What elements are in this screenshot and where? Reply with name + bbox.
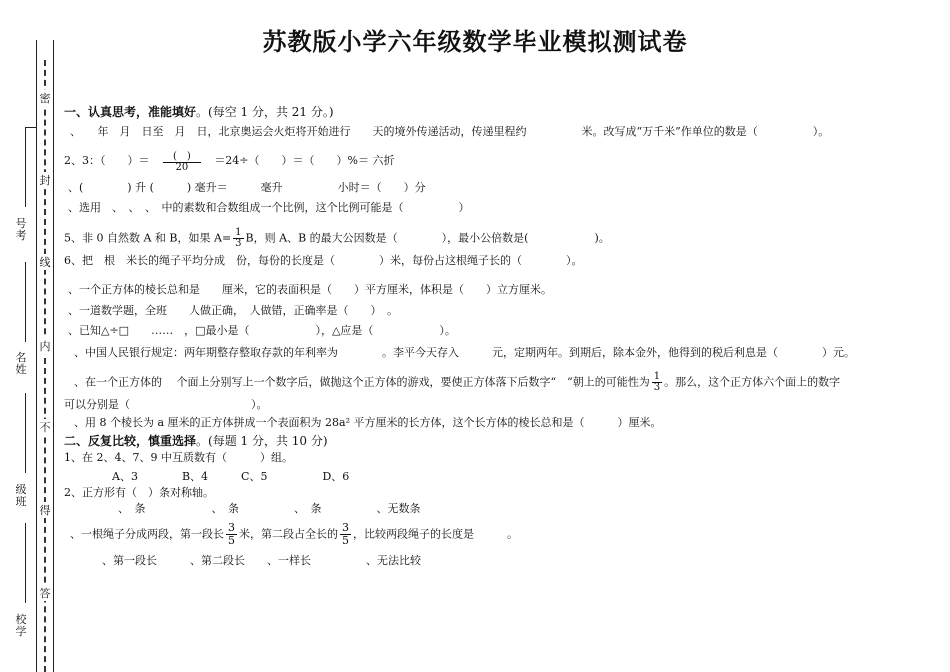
label-kaohao [14,218,28,242]
section-2-header [64,432,328,449]
question-11-continued: 可以分别是（ ）。 [64,398,268,411]
fraction-numerator: 3 [228,521,235,534]
seal-char: 得 [39,504,51,517]
question-6: 6、把 根 米长的绳子平均分成 份，每份的长度是（ ）米，每份占这根绳子长的（ ）。 [64,254,583,267]
question-10: 、中国人民银行规定：两年期整存整取存款的年利率为 。李平今天存入 元，定期两年。到期后，除本金外，他得到的税后利息是（ ）元。 [74,346,855,359]
fraction-denominator: 3 [653,382,661,393]
fraction [233,228,243,249]
label-xingming-text: 名 姓 [15,351,27,376]
fraction-numerator: 1 [235,227,242,238]
choice-question-1: 1、在 2、4、7、9 中互质数有（ ）组。 [64,451,293,464]
choice-question-2: 2、正方形有（ ）条对称轴。 [64,486,214,499]
fraction [652,372,662,393]
question-5 [64,228,610,249]
binding-line-outer [36,40,37,672]
label-xingming [14,352,28,376]
section-2-note: 。(每题 1 分，共 10 分) [196,434,328,448]
margin-field-line [25,523,26,603]
question-2 [64,152,394,173]
choice-question-3-text-a: 、一根绳子分成两段，第一段长 [70,527,224,541]
label-banji-text: 级 班 [15,483,27,508]
choice-question-3-options: 、第一段长 、第二段长 、一样长 、无法比较 [102,554,421,567]
binding-line-inner [53,40,54,672]
question-3: 、( ) 升 ( ) 毫升＝ 毫升 小时＝（ ）分 [68,181,426,194]
fraction-denominator: 5 [342,534,349,547]
question-11 [74,372,840,393]
section-2-heading: 二、反复比较，慎重选择 [64,434,197,448]
label-banji [14,484,28,508]
choice-question-2-options: 、 条 、 条 、 条 、无数条 [118,502,421,515]
seal-char: 密 [39,92,51,105]
seal-char: 答 [39,587,51,600]
question-11-text-b: 。那么，这个正方体六个面上的数字 [664,375,841,389]
section-1-header [64,103,334,120]
fraction [226,522,237,547]
choice-question-3 [70,522,518,547]
fraction-numerator: 1 [653,371,661,382]
section-1-note: 。(每空 1 分，共 21 分。) [196,105,334,119]
question-5-text-a: 5、非 0 自然数 A 和 B，如果 A= [64,231,232,245]
question-9: 、已知△÷□ …… ，□最小是（ ），△应是（ ）。 [68,324,456,337]
fraction [163,152,201,173]
choice-question-3-text-b: 米，第二段占全长的 [239,527,338,541]
label-xuexiao [14,614,28,638]
page-title: 苏教版小学六年级数学毕业模拟测试卷 [262,28,688,56]
question-2-text-b: ＝24÷（ ）＝（ ）%＝ 六折 [214,154,395,167]
fraction [340,522,351,547]
question-4: 、选用 、 、 、 中的素数和合数组成一个比例，这个比例可能是（ ） [68,201,470,214]
label-xuexiao-text: 校 学 [15,613,27,638]
seal-dashed-line [44,60,46,672]
seal-char: 不 [39,421,51,434]
question-12: 、用 8 个棱长为 a 厘米的正方体拼成一个表面积为 28a² 平方厘米的长方体，这个长方体的棱长总和是（ ）厘米。 [74,416,662,429]
seal-char: 封 [39,174,51,187]
margin-field-line [25,393,26,473]
question-1: 、 年 月 日至 月 日，北京奥运会火炬将开始进行 天的境外传递活动，传递里程约 米。改写成“万千米”作单位的数是（ ）。 [70,125,830,138]
seal-char: 内 [39,340,51,353]
question-5-text-b: B，则 A、B 的最大公因数是（ ），最小公倍数是( )。 [245,231,610,245]
fraction-denominator: 20 [175,162,189,173]
question-7: 、一个正方体的棱长总和是 厘米，它的表面积是（ ）平方厘米，体积是（ ）立方厘米。 [68,283,552,296]
label-kaohao-text: 号 考 [15,217,27,242]
fraction-denominator: 5 [228,534,235,547]
question-11-text-a: 、在一个正方体的 个面上分别写上一个数字后，做抛这个正方体的游戏，要使正方体落下后数字“ ”朝上的可能性为 [74,375,650,389]
seal-char: 线 [39,256,51,269]
margin-field-line [25,262,26,342]
question-8: 、一道数学题，全班 人做正确， 人做错，正确率是（ ） 。 [68,304,398,317]
question-2-text-a: 2、3：（ ）＝ [64,154,150,167]
choice-question-3-text-c: ，比较两段绳子的长度是 。 [353,527,518,541]
margin-tick [25,127,37,128]
fraction-numerator: 3 [342,521,349,534]
margin-field-line [25,127,26,207]
fraction-denominator: 3 [235,238,242,249]
section-1-heading: 一、认真思考，准能填好 [64,105,197,119]
choice-question-1-options: A、3 B、4 C、5 D、6 [112,470,350,483]
fraction-numerator: ( ) [163,152,201,163]
